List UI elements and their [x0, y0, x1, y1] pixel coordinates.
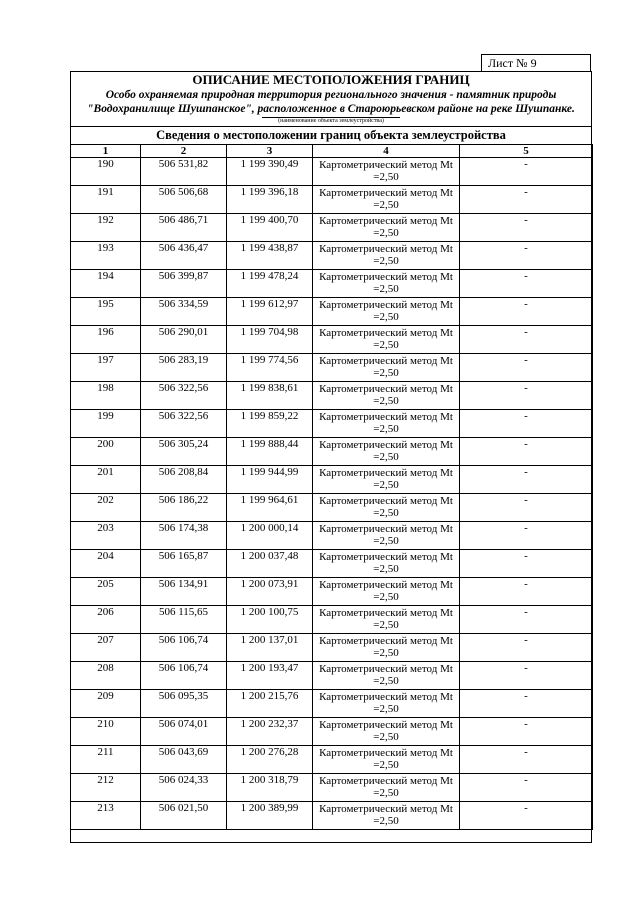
table-row: [71, 746, 593, 774]
description-cell: -: [460, 634, 593, 662]
x-coordinate-cell: 506 208,84: [141, 466, 227, 494]
description-cell: -: [460, 718, 593, 746]
description-cell: -: [460, 354, 593, 382]
description-cell: -: [460, 326, 593, 354]
accuracy-text: =2,50: [373, 535, 399, 547]
accuracy-text: =2,50: [373, 311, 399, 323]
y-coordinate-cell: 1 199 859,22: [227, 410, 313, 438]
point-number-cell: 206: [71, 606, 141, 634]
method-text: Картометрический метод Mt: [319, 775, 453, 787]
description-cell: -: [460, 550, 593, 578]
table-row: [71, 690, 593, 718]
accuracy-text: =2,50: [373, 171, 399, 183]
x-coordinate-cell: 506 134,91: [141, 578, 227, 606]
point-number-cell: 207: [71, 634, 141, 662]
column-header: 3: [227, 145, 313, 158]
table-row: [71, 494, 593, 522]
method-cell: [313, 214, 460, 242]
method-text: Картометрический метод Mt: [319, 635, 453, 647]
method-cell: [313, 158, 460, 186]
table-row: [71, 550, 593, 578]
point-number-cell: 193: [71, 242, 141, 270]
description-cell: -: [460, 746, 593, 774]
method-text: Картометрический метод Mt: [319, 579, 453, 591]
x-coordinate-cell: 506 436,47: [141, 242, 227, 270]
object-caption: (наименование объекта землеустройства): [278, 118, 384, 124]
description-cell: -: [460, 578, 593, 606]
point-number-cell: 211: [71, 746, 141, 774]
method-cell: [313, 550, 460, 578]
point-number-cell: 204: [71, 550, 141, 578]
x-coordinate-cell: 506 106,74: [141, 662, 227, 690]
description-cell: -: [460, 214, 593, 242]
x-coordinate-cell: 506 486,71: [141, 214, 227, 242]
method-text: Картометрический метод Mt: [319, 215, 453, 227]
method-cell: [313, 746, 460, 774]
table-row: [71, 242, 593, 270]
method-text: Картометрический метод Mt: [319, 467, 453, 479]
method-cell: [313, 634, 460, 662]
method-text: Картометрический метод Mt: [319, 495, 453, 507]
x-coordinate-cell: 506 186,22: [141, 494, 227, 522]
column-header: 4: [313, 145, 460, 158]
table-row: [71, 158, 593, 186]
accuracy-text: =2,50: [373, 423, 399, 435]
sheet-number: Лист № 9: [481, 54, 591, 71]
method-text: Картометрический метод Mt: [319, 327, 453, 339]
y-coordinate-cell: 1 199 838,61: [227, 382, 313, 410]
accuracy-text: =2,50: [373, 591, 399, 603]
y-coordinate-cell: 1 200 000,14: [227, 522, 313, 550]
x-coordinate-cell: 506 506,68: [141, 186, 227, 214]
method-cell: [313, 326, 460, 354]
document-title: ОПИСАНИЕ МЕСТОПОЛОЖЕНИЯ ГРАНИЦ: [192, 72, 470, 87]
method-cell: [313, 466, 460, 494]
point-number-cell: 195: [71, 298, 141, 326]
point-number-cell: 192: [71, 214, 141, 242]
y-coordinate-cell: 1 200 215,76: [227, 690, 313, 718]
method-cell: [313, 438, 460, 466]
method-cell: [313, 410, 460, 438]
method-text: Картометрический метод Mt: [319, 691, 453, 703]
description-cell: -: [460, 158, 593, 186]
point-number-cell: 213: [71, 802, 141, 830]
method-text: Картометрический метод Mt: [319, 243, 453, 255]
description-cell: -: [460, 298, 593, 326]
point-number-cell: 199: [71, 410, 141, 438]
y-coordinate-cell: 1 199 704,98: [227, 326, 313, 354]
y-coordinate-cell: 1 199 396,18: [227, 186, 313, 214]
point-number-cell: 196: [71, 326, 141, 354]
table-row: [71, 354, 593, 382]
accuracy-text: =2,50: [373, 367, 399, 379]
table-row: [71, 186, 593, 214]
method-text: Картометрический метод Mt: [319, 411, 453, 423]
y-coordinate-cell: 1 199 478,24: [227, 270, 313, 298]
y-coordinate-cell: 1 200 232,37: [227, 718, 313, 746]
method-text: Картометрический метод Mt: [319, 551, 453, 563]
y-coordinate-cell: 1 199 774,56: [227, 354, 313, 382]
table-row: [71, 522, 593, 550]
x-coordinate-cell: 506 095,35: [141, 690, 227, 718]
method-cell: [313, 774, 460, 802]
x-coordinate-cell: 506 021,50: [141, 802, 227, 830]
description-cell: -: [460, 242, 593, 270]
table-row: [71, 774, 593, 802]
x-coordinate-cell: 506 106,74: [141, 634, 227, 662]
accuracy-text: =2,50: [373, 227, 399, 239]
coordinates-table: [70, 144, 593, 830]
section-title: Сведения о местоположении границ объекта землеустройства: [156, 128, 506, 142]
description-cell: -: [460, 774, 593, 802]
y-coordinate-cell: 1 199 438,87: [227, 242, 313, 270]
description-cell: -: [460, 438, 593, 466]
method-text: Картометрический метод Mt: [319, 719, 453, 731]
y-coordinate-cell: 1 200 037,48: [227, 550, 313, 578]
accuracy-text: =2,50: [373, 451, 399, 463]
point-number-cell: 208: [71, 662, 141, 690]
accuracy-text: =2,50: [373, 759, 399, 771]
y-coordinate-cell: 1 199 390,49: [227, 158, 313, 186]
point-number-cell: 190: [71, 158, 141, 186]
accuracy-text: =2,50: [373, 787, 399, 799]
method-text: Картометрический метод Mt: [319, 355, 453, 367]
accuracy-text: =2,50: [373, 815, 399, 827]
method-cell: [313, 186, 460, 214]
method-text: Картометрический метод Mt: [319, 523, 453, 535]
accuracy-text: =2,50: [373, 675, 399, 687]
x-coordinate-cell: 506 174,38: [141, 522, 227, 550]
table-row: [71, 634, 593, 662]
accuracy-text: =2,50: [373, 703, 399, 715]
table-row: [71, 802, 593, 830]
method-text: Картометрический метод Mt: [319, 159, 453, 171]
y-coordinate-cell: 1 200 389,99: [227, 802, 313, 830]
table-row: [71, 606, 593, 634]
column-header: 2: [141, 145, 227, 158]
method-text: Картометрический метод Mt: [319, 439, 453, 451]
y-coordinate-cell: 1 200 193,47: [227, 662, 313, 690]
method-text: Картометрический метод Mt: [319, 299, 453, 311]
method-cell: [313, 662, 460, 690]
accuracy-text: =2,50: [373, 563, 399, 575]
accuracy-text: =2,50: [373, 199, 399, 211]
point-number-cell: 200: [71, 438, 141, 466]
column-header: 1: [71, 145, 141, 158]
y-coordinate-cell: 1 200 100,75: [227, 606, 313, 634]
point-number-cell: 198: [71, 382, 141, 410]
method-cell: [313, 718, 460, 746]
table-row: [71, 326, 593, 354]
y-coordinate-cell: 1 199 944,99: [227, 466, 313, 494]
y-coordinate-cell: 1 200 318,79: [227, 774, 313, 802]
point-number-cell: 194: [71, 270, 141, 298]
point-number-cell: 201: [71, 466, 141, 494]
table-row: [71, 298, 593, 326]
table-row: [71, 438, 593, 466]
y-coordinate-cell: 1 199 612,97: [227, 298, 313, 326]
table-body: [71, 158, 593, 830]
table-row: [71, 662, 593, 690]
point-number-cell: 212: [71, 774, 141, 802]
point-number-cell: 191: [71, 186, 141, 214]
description-cell: -: [460, 186, 593, 214]
method-text: Картометрический метод Mt: [319, 607, 453, 619]
point-number-cell: 210: [71, 718, 141, 746]
method-text: Картометрический метод Mt: [319, 803, 453, 815]
method-cell: [313, 298, 460, 326]
y-coordinate-cell: 1 199 888,44: [227, 438, 313, 466]
description-cell: -: [460, 662, 593, 690]
x-coordinate-cell: 506 399,87: [141, 270, 227, 298]
point-number-cell: 205: [71, 578, 141, 606]
description-cell: -: [460, 802, 593, 830]
x-coordinate-cell: 506 531,82: [141, 158, 227, 186]
method-cell: [313, 522, 460, 550]
accuracy-text: =2,50: [373, 619, 399, 631]
point-number-cell: 197: [71, 354, 141, 382]
accuracy-text: =2,50: [373, 283, 399, 295]
x-coordinate-cell: 506 043,69: [141, 746, 227, 774]
description-cell: -: [460, 690, 593, 718]
description-cell: -: [460, 522, 593, 550]
x-coordinate-cell: 506 024,33: [141, 774, 227, 802]
x-coordinate-cell: 506 334,59: [141, 298, 227, 326]
y-coordinate-cell: 1 200 137,01: [227, 634, 313, 662]
point-number-cell: 209: [71, 690, 141, 718]
method-text: Картометрический метод Mt: [319, 663, 453, 675]
y-coordinate-cell: 1 199 964,61: [227, 494, 313, 522]
x-coordinate-cell: 506 115,65: [141, 606, 227, 634]
point-number-cell: 202: [71, 494, 141, 522]
accuracy-text: =2,50: [373, 395, 399, 407]
accuracy-text: =2,50: [373, 479, 399, 491]
x-coordinate-cell: 506 290,01: [141, 326, 227, 354]
accuracy-text: =2,50: [373, 339, 399, 351]
accuracy-text: =2,50: [373, 731, 399, 743]
x-coordinate-cell: 506 305,24: [141, 438, 227, 466]
method-text: Картометрический метод Mt: [319, 747, 453, 759]
method-cell: [313, 690, 460, 718]
method-cell: [313, 578, 460, 606]
method-text: Картометрический метод Mt: [319, 383, 453, 395]
method-text: Картометрический метод Mt: [319, 187, 453, 199]
y-coordinate-cell: 1 200 073,91: [227, 578, 313, 606]
column-header: 5: [460, 145, 593, 158]
y-coordinate-cell: 1 199 400,70: [227, 214, 313, 242]
x-coordinate-cell: 506 283,19: [141, 354, 227, 382]
description-cell: -: [460, 270, 593, 298]
method-cell: [313, 242, 460, 270]
object-description-line-2: "Водохранилище Шушпанское", расположенное в Староюрьевском районе на реке Шушпанке.: [87, 103, 575, 115]
table-row: [71, 466, 593, 494]
x-coordinate-cell: 506 322,56: [141, 382, 227, 410]
table-row: [71, 270, 593, 298]
description-cell: -: [460, 410, 593, 438]
description-cell: -: [460, 494, 593, 522]
method-cell: [313, 270, 460, 298]
table-row: [71, 578, 593, 606]
x-coordinate-cell: 506 165,87: [141, 550, 227, 578]
object-description-line-1: Особо охраняемая природная территория регионального значения - памятник природы: [105, 89, 557, 101]
accuracy-text: =2,50: [373, 255, 399, 267]
accuracy-text: =2,50: [373, 647, 399, 659]
description-cell: -: [460, 382, 593, 410]
method-cell: [313, 802, 460, 830]
x-coordinate-cell: 506 322,56: [141, 410, 227, 438]
y-coordinate-cell: 1 200 276,28: [227, 746, 313, 774]
table-row: [71, 718, 593, 746]
table-row: [71, 214, 593, 242]
x-coordinate-cell: 506 074,01: [141, 718, 227, 746]
method-cell: [313, 382, 460, 410]
description-cell: -: [460, 606, 593, 634]
point-number-cell: 203: [71, 522, 141, 550]
accuracy-text: =2,50: [373, 507, 399, 519]
method-cell: [313, 494, 460, 522]
method-cell: [313, 606, 460, 634]
description-cell: -: [460, 466, 593, 494]
method-cell: [313, 354, 460, 382]
table-row: [71, 382, 593, 410]
table-row: [71, 410, 593, 438]
table-header-row: [71, 145, 593, 158]
method-text: Картометрический метод Mt: [319, 271, 453, 283]
